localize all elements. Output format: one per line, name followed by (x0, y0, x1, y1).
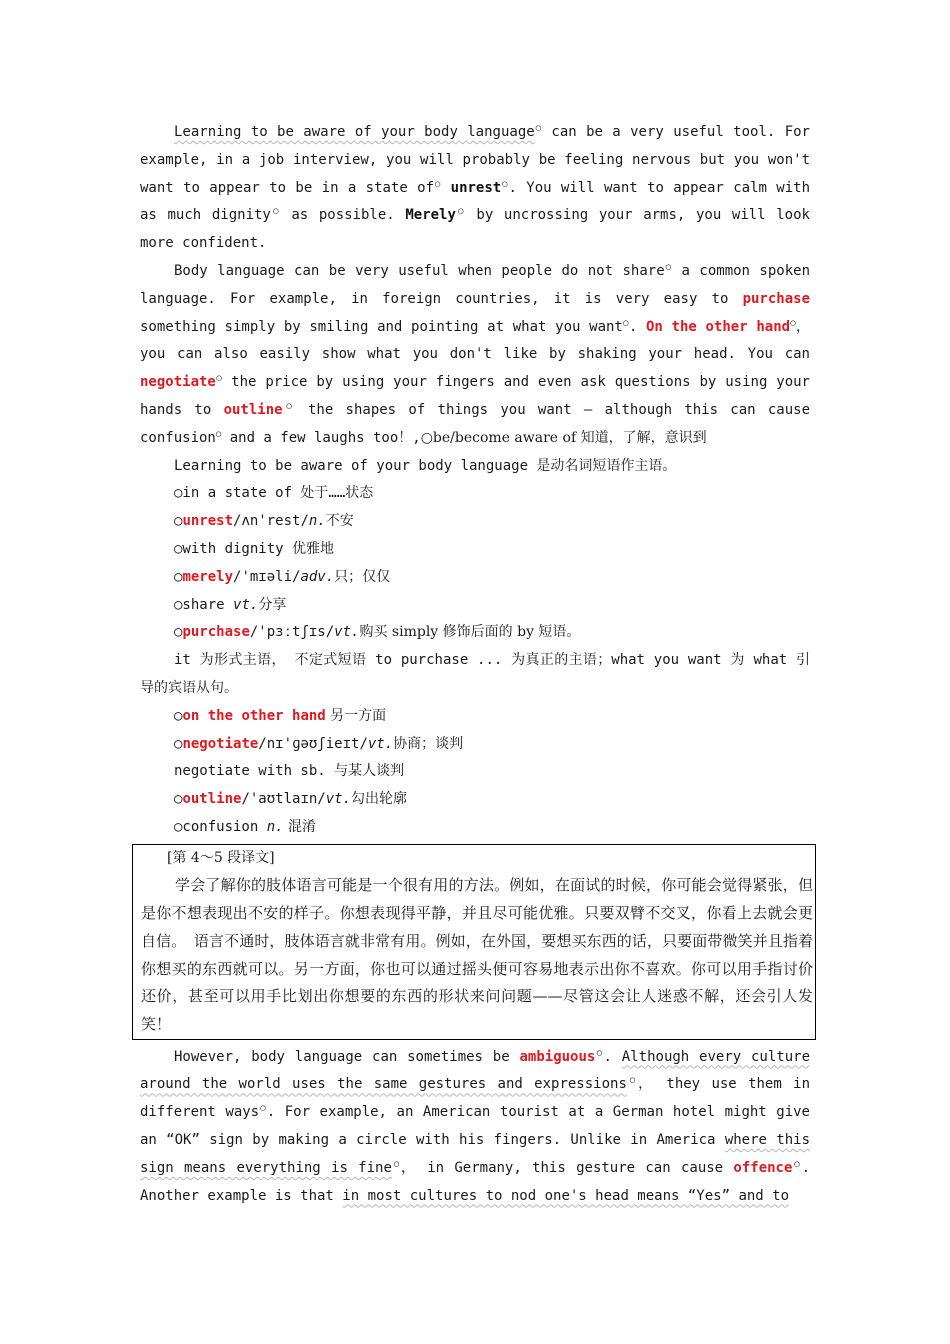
definition: 不安 (325, 513, 354, 530)
part-of-speech: vt. (334, 624, 360, 641)
marker: ○ (790, 317, 797, 328)
note-formal-subject: it 为形式主语， 不定式短语 to purchase ... 为真正的主语；what you want 为 what 引导的宾语从句。 (140, 652, 810, 696)
text: and a few laughs too！, (221, 429, 421, 446)
note-on-the-other-hand (140, 703, 810, 731)
keyword-unrest: unrest (450, 179, 502, 196)
underlined-phrase: Although every culture around the world uses the same gestures and expressions (140, 1048, 811, 1093)
part-of-speech: vt. (367, 735, 394, 752)
text: . Another example is that (140, 1159, 811, 1204)
note-share (140, 592, 810, 620)
phonetic: /'pɜːtʃɪs/ (249, 624, 335, 641)
marker: ○ (259, 1103, 267, 1114)
keyword-purchase: purchase (742, 290, 810, 307)
definition: 协商；谈判 (393, 735, 464, 752)
paragraph-1 (140, 119, 810, 258)
text: something simply by smiling and pointing at what you want (140, 318, 623, 335)
marker: ○ (595, 1047, 604, 1058)
text: . (628, 318, 646, 335)
text: . For example, an American tourist at a German hotel might give an “OK” sign by making a circle with his fingers. Unlike in America (140, 1104, 810, 1149)
translation-heading: [第 4～5 段译文] (167, 849, 275, 866)
vocab-word: unrest (182, 513, 234, 530)
definition: 勾出轮廓 (351, 791, 408, 808)
translation-body: 学会了解你的肢体语言可能是一个很有用的方法。例如，在面试的时候，你可能会觉得紧张，但是你不想表现出不安的样子。你想表现得平静，并且尽可能优雅。只要双臂不交叉，你看上去就会更自信。 语言不通时，肢体语言就非常有用。例如，在外国，要想买东西的话，只要面带微笑并且指着你想买的东西就可以。另一方面，你也可以通过摇头便可容易地表示出你不喜欢。你可以用手指讨价还价，甚至可以用手比划出你想要的东西的形状来问问题——尽管这会让人迷惑不解，还会引人发笑！ (141, 876, 813, 1033)
note-confusion (140, 814, 810, 842)
marker: ○ (455, 206, 466, 217)
text: Body language can be very useful when people do not share (174, 262, 665, 279)
bullet: ○ (174, 735, 183, 752)
marker: ○ (626, 1075, 639, 1086)
underlined-phrase: Learning to be aware of your body language (174, 124, 535, 140)
marker: ○ (622, 317, 629, 328)
vocab-word: ○share (174, 596, 234, 613)
paragraph-2 (140, 258, 810, 453)
part-of-speech: n. (266, 818, 284, 835)
marker: ○ (215, 429, 222, 440)
text: ， in Germany, this gesture can cause (401, 1159, 734, 1176)
marker: ○ (534, 123, 543, 134)
marker: ○ (215, 373, 223, 384)
definition: 购买 simply 修饰后面的 by 短语。 (359, 624, 581, 641)
paragraph-3 (140, 1044, 810, 1211)
part-of-speech: adv. (300, 568, 335, 585)
text: as possible. (280, 207, 395, 224)
text: . You will want to appear calm with as much dignity (140, 179, 810, 224)
note-outline (140, 786, 810, 814)
text: can be a very useful tool. For example, in a job interview, you will probably be feeling nervous but you won't want to appear to be in a state of (140, 124, 810, 196)
text: . (603, 1048, 622, 1065)
marker: ○ (282, 401, 296, 412)
phonetic: /ʌn'rest/ (233, 513, 309, 530)
note-negotiate-with: negotiate with sb. 与某人谈判 (174, 763, 405, 780)
phonetic: /'aʊtlaɪn/ (241, 791, 326, 808)
text: the shapes of things you want — although this can cause confusion (140, 401, 811, 446)
note-merely (140, 564, 810, 592)
vocab-word: ○confusion (174, 818, 267, 835)
keyword-ambiguous: ambiguous (519, 1048, 596, 1065)
marker: ○ (391, 1159, 402, 1170)
definition: 只；仅仅 (334, 568, 391, 585)
text: a common spoken language. For example, in foreign countries, it is very easy to (140, 262, 811, 307)
text: the price by using your fingers and even ask questions by using your hands to (140, 374, 810, 418)
vocab-word: purchase (182, 624, 250, 641)
translation-box (132, 844, 816, 1040)
bullet: ○ (174, 624, 183, 641)
bullet: ○ (174, 707, 183, 724)
note-inline: ○be/become aware of 知道，了解，意识到 (420, 429, 707, 446)
part-of-speech: vt. (325, 791, 352, 808)
marker: ○ (792, 1159, 802, 1170)
vocab-word: on the other hand (182, 707, 326, 724)
keyword-outline: outline (223, 401, 283, 418)
part-of-speech: n. (308, 513, 326, 530)
note-in-a-state-of: ○in a state of 处于……状态 (174, 485, 374, 502)
marker: ○ (434, 178, 442, 189)
note-gerund-subject: Learning to be aware of your body language 是动名词短语作主语。 (174, 457, 677, 474)
note-negotiate (140, 731, 810, 759)
bullet: ○ (174, 513, 183, 530)
bullet: ○ (174, 568, 183, 585)
text: by uncrossing your arms, you will look more confident. (140, 207, 810, 252)
keyword-merely: Merely (405, 207, 456, 224)
marker: ○ (664, 262, 673, 273)
definition: 分享 (258, 596, 287, 613)
marker: ○ (501, 178, 509, 189)
keyword-offence: offence (733, 1159, 793, 1176)
bullet: ○ (174, 791, 183, 808)
keyword-on-the-other-hand: On the other hand (645, 318, 791, 335)
text: However, body language can sometimes be (174, 1048, 520, 1065)
phonetic: /'mɪəli/ (233, 568, 301, 585)
definition: 另一方面 (325, 707, 387, 724)
document-page (140, 119, 813, 1210)
definition: 混淆 (283, 818, 317, 835)
vocab-word: outline (182, 791, 242, 808)
phonetic: /nɪ'ɡəʊʃieɪt/ (258, 735, 368, 752)
vocab-word: negotiate (182, 735, 259, 752)
part-of-speech: vt. (233, 596, 259, 613)
underlined-phrase: in most cultures to nod one's head means “Yes” and to (342, 1187, 790, 1204)
note-unrest (140, 508, 810, 536)
text: ， they use them in different ways (140, 1076, 810, 1121)
note-with-dignity: ○with dignity 优雅地 (174, 540, 335, 557)
vocab-word: merely (182, 568, 234, 585)
note-purchase (140, 619, 810, 647)
text: ， you can also easily show what you don't like by shaking your head. You can (140, 318, 811, 363)
marker: ○ (270, 206, 281, 217)
keyword-negotiate: negotiate (140, 374, 216, 391)
underlined-phrase: where this sign means everything is fine (140, 1132, 810, 1176)
